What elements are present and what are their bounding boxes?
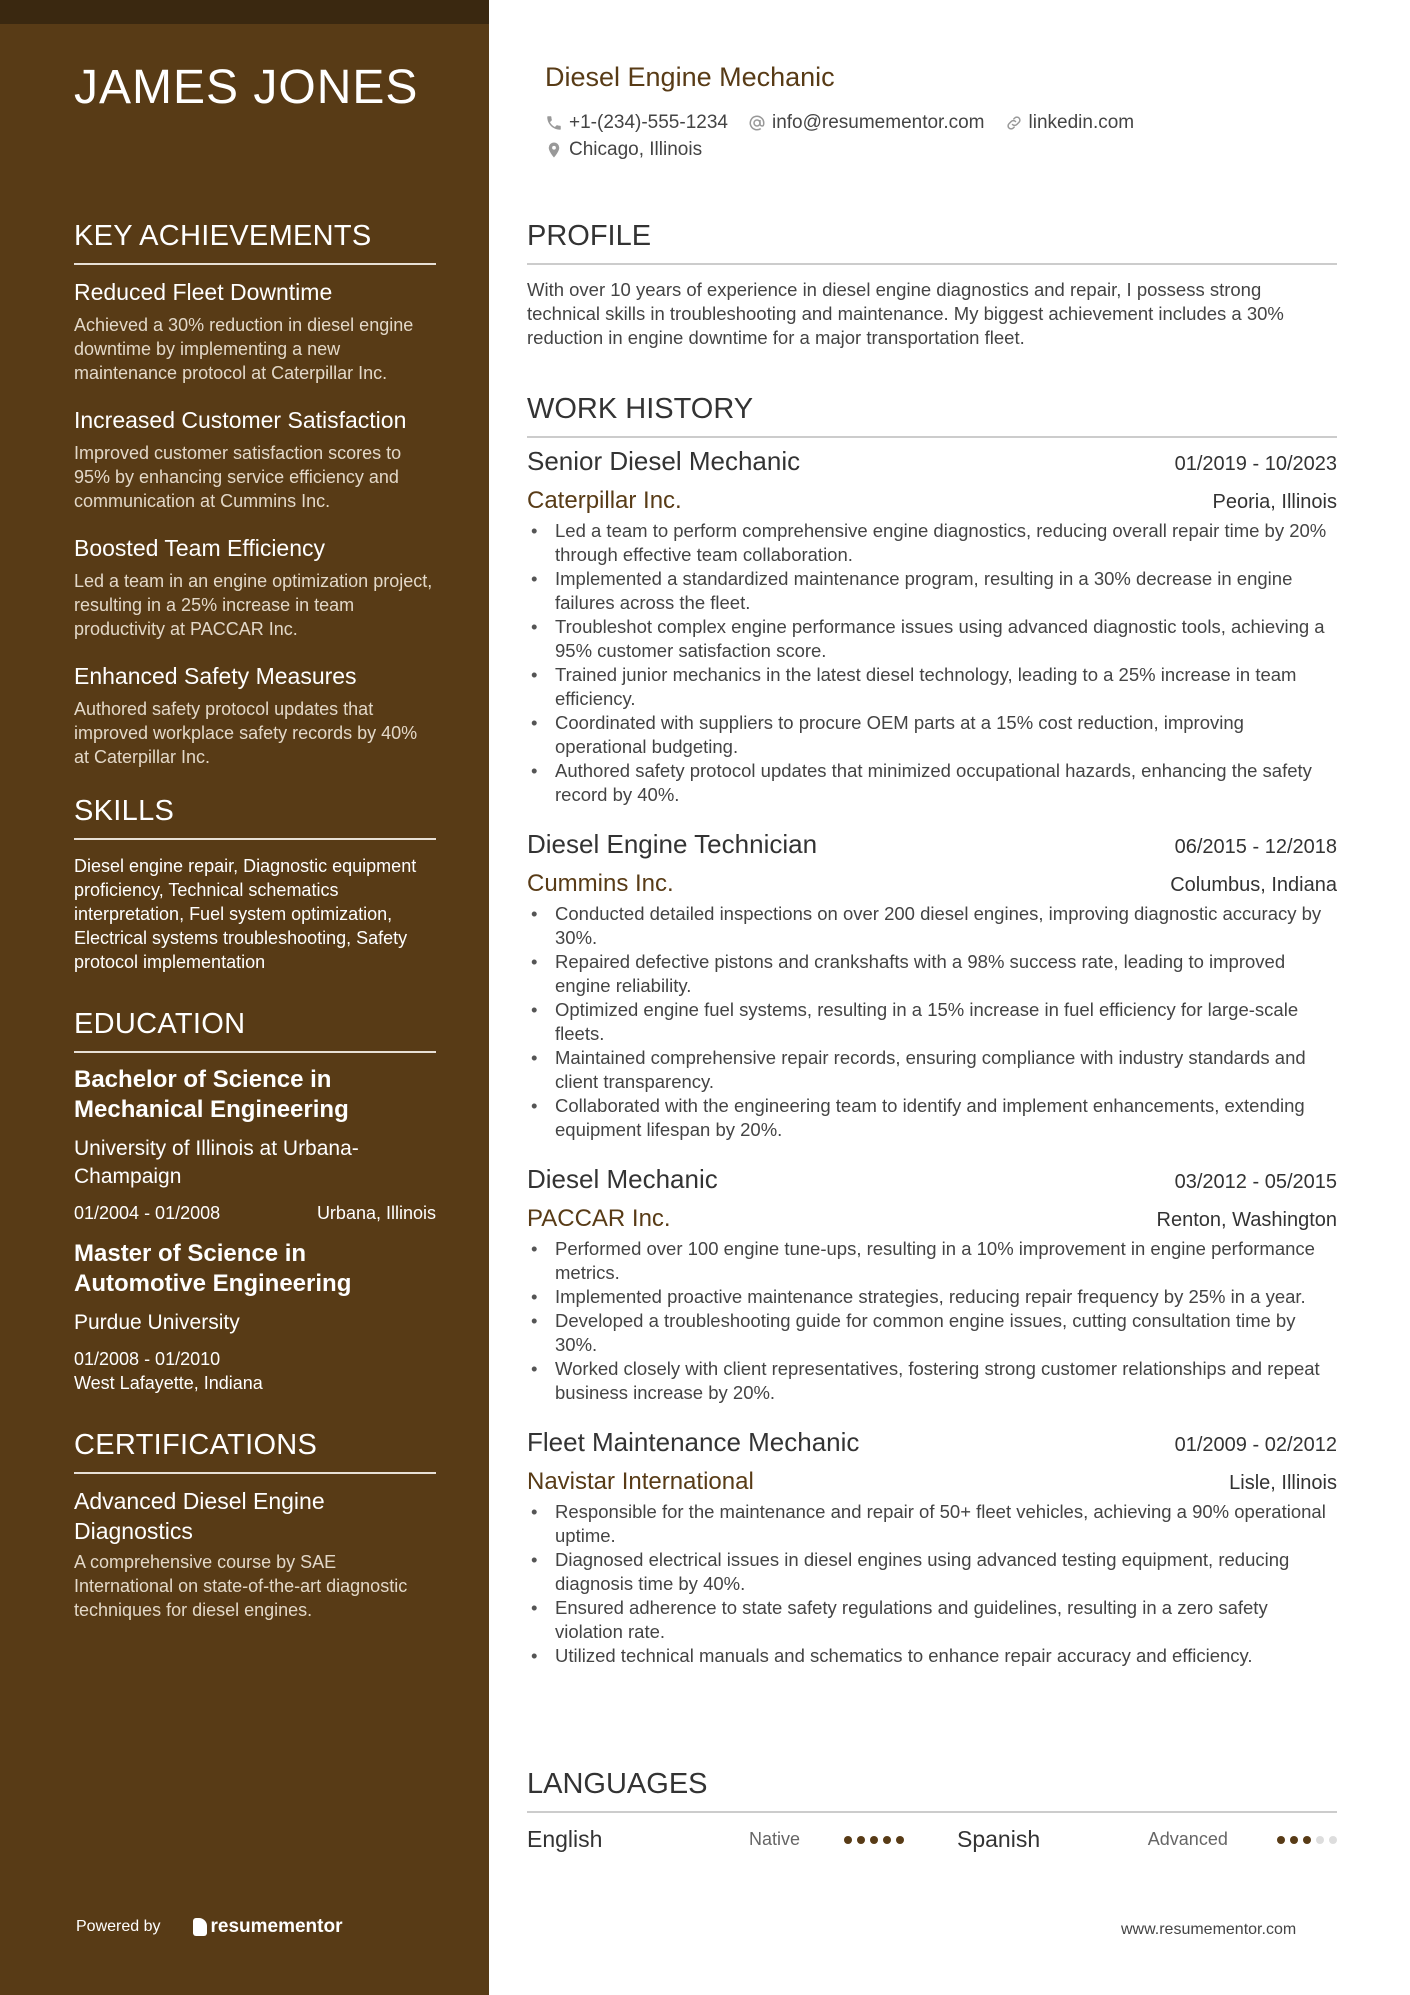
- job-bullet: • Repaired defective pistons and crankshafts with a 98% success rate, leading to improved engine reliability.: [527, 950, 1337, 998]
- email-text: info@resumementor.com: [771, 112, 985, 133]
- sidebar-content: [74, 220, 436, 1656]
- certifications-heading: CERTIFICATIONS: [74, 1429, 436, 1474]
- job-location: Columbus, Indiana: [1170, 874, 1337, 896]
- job-bullet: • Collaborated with the engineering team to identify and implement enhancements, extending equipment lifespan by 20%.: [527, 1094, 1337, 1142]
- achievement-item: [74, 405, 436, 513]
- job-role: Fleet Maintenance Mechanic: [527, 1427, 860, 1457]
- achievement-item: [74, 277, 436, 385]
- job-bullet: • Ensured adherence to state safety regulations and guidelines, resulting in a zero safety violation rate.: [527, 1596, 1337, 1644]
- language-item: [527, 1826, 957, 1853]
- job-entry: [527, 829, 1337, 1142]
- education-meta: [74, 1201, 436, 1225]
- achievement-item: [74, 661, 436, 769]
- rating-dot: [1329, 1836, 1337, 1844]
- brand-logo: [193, 1916, 343, 1938]
- rating-dot: [1303, 1836, 1311, 1844]
- job-role: Diesel Engine Technician: [527, 829, 818, 859]
- link-icon: [1005, 114, 1023, 132]
- job-location: Peoria, Illinois: [1212, 491, 1337, 513]
- job-entry: [527, 1164, 1337, 1405]
- job-entry: [527, 1427, 1337, 1668]
- rating-dot: [883, 1836, 891, 1844]
- rating-dot: [1277, 1836, 1285, 1844]
- candidate-name: JAMES JONES: [74, 61, 419, 114]
- website-link[interactable]: www.resumementor.com: [1121, 1921, 1297, 1938]
- job-bullet: • Coordinated with suppliers to procure OEM parts at a 15% cost reduction, improving operational budgeting.: [527, 711, 1337, 759]
- job-company: PACCAR Inc.: [527, 1205, 671, 1232]
- education-degree: Bachelor of Science in Mechanical Engineering: [74, 1066, 349, 1123]
- language-level: Advanced: [1147, 1829, 1228, 1849]
- language-rating: [839, 1836, 904, 1844]
- job-bullet: • Implemented a standardized maintenance program, resulting in a 30% decrease in engine failures across the fleet.: [527, 567, 1337, 615]
- job-dates: 03/2012 - 05/2015: [1174, 1171, 1337, 1193]
- achievement-title: Reduced Fleet Downtime: [74, 279, 333, 305]
- contact-row: [545, 112, 1154, 134]
- job-bullets: [527, 519, 1337, 807]
- job-subheader: [527, 870, 1337, 898]
- sidebar-top-bar: [0, 0, 489, 24]
- rating-dot: [870, 1836, 878, 1844]
- language-rating: [1272, 1836, 1337, 1844]
- education-location: West Lafayette, Indiana: [74, 1373, 263, 1393]
- job-header: [527, 446, 1337, 477]
- language-level: Native: [749, 1829, 801, 1849]
- rating-dot: [844, 1836, 852, 1844]
- job-header: [527, 1164, 1337, 1195]
- work-history-list: [527, 446, 1337, 1690]
- education-school: University of Illinois at Urbana-Champaign: [74, 1137, 359, 1188]
- location-text: Chicago, Illinois: [569, 139, 703, 160]
- at-icon: [748, 114, 766, 132]
- powered-by: [76, 1916, 343, 1938]
- job-bullets: [527, 1237, 1337, 1405]
- achievement-desc: Authored safety protocol updates that improved workplace safety records by 40% at Caterpillar Inc.: [74, 699, 418, 767]
- achievement-title: Increased Customer Satisfaction: [74, 407, 407, 433]
- job-bullet: • Responsible for the maintenance and repair of 50+ fleet vehicles, achieving a 90% operational uptime.: [527, 1500, 1337, 1548]
- education-heading: EDUCATION: [74, 1008, 436, 1053]
- achievements-list: [74, 277, 436, 769]
- job-company: Caterpillar Inc.: [527, 487, 682, 514]
- job-bullet: • Developed a troubleshooting guide for common engine issues, cutting consultation time by 30%.: [527, 1309, 1337, 1357]
- powered-by-label: Powered by: [76, 1918, 161, 1935]
- job-bullet: • Performed over 100 engine tune-ups, resulting in a 10% improvement in engine performance metrics.: [527, 1237, 1337, 1285]
- contact-email[interactable]: [748, 112, 985, 134]
- skills-heading: SKILLS: [74, 795, 436, 840]
- education-section: [74, 1008, 436, 1395]
- achievement-desc: Led a team in an engine optimization project, resulting in a 25% increase in team productivity at PACCAR Inc.: [74, 571, 433, 639]
- achievements-section: [74, 220, 436, 769]
- education-school: Purdue University: [74, 1311, 240, 1334]
- contact-location-row: [545, 139, 722, 161]
- phone-icon: [545, 114, 563, 132]
- education-item: [74, 1065, 436, 1225]
- job-location: Renton, Washington: [1156, 1209, 1337, 1231]
- job-bullet: • Troubleshot complex engine performance issues using advanced diagnostic tools, achieving a 95% customer satisfaction score.: [527, 615, 1337, 663]
- job-role: Diesel Mechanic: [527, 1164, 718, 1194]
- job-bullet: • Optimized engine fuel systems, resulting in a 15% increase in fuel efficiency for large-scale fleets.: [527, 998, 1337, 1046]
- headline: Diesel Engine Mechanic: [545, 62, 835, 92]
- job-location: Lisle, Illinois: [1229, 1472, 1337, 1494]
- contact-phone: [545, 112, 728, 134]
- language-name: English: [527, 1826, 603, 1852]
- job-bullet: • Maintained comprehensive repair records, ensuring compliance with industry standards and client transparency.: [527, 1046, 1337, 1094]
- brand-name: resumementor: [210, 1916, 343, 1937]
- job-bullet: • Implemented proactive maintenance strategies, reducing repair frequency by 25% in a year.: [527, 1285, 1337, 1309]
- job-role: Senior Diesel Mechanic: [527, 446, 801, 476]
- education-item: [74, 1239, 436, 1395]
- profile-text: With over 10 years of experience in diesel engine diagnostics and repair, I possess strong technical skills in troubleshooting and maintenance. My biggest achievement includes a 30% reduction in engine downtime for a major transportation fleet.: [527, 279, 1284, 348]
- job-dates: 01/2019 - 10/2023: [1174, 453, 1337, 475]
- achievement-title: Enhanced Safety Measures: [74, 663, 357, 689]
- language-item: [957, 1826, 1337, 1853]
- rating-dot: [896, 1836, 904, 1844]
- work-history-heading: WORK HISTORY: [527, 393, 1337, 438]
- rating-dot: [857, 1836, 865, 1844]
- job-subheader: [527, 487, 1337, 515]
- brand-logo-icon: [193, 1918, 207, 1936]
- certification-title: Advanced Diesel Engine Diagnostics: [74, 1488, 325, 1544]
- education-location: Urbana, Illinois: [316, 1203, 436, 1223]
- achievement-item: [74, 533, 436, 641]
- sidebar: [0, 0, 489, 1995]
- certifications-section: [74, 1429, 436, 1622]
- achievement-desc: Achieved a 30% reduction in diesel engine downtime by implementing a new maintenance protocol at Caterpillar Inc.: [74, 315, 414, 383]
- job-subheader: [527, 1468, 1337, 1496]
- job-bullet: • Worked closely with client representatives, fostering strong customer relationships and repeat business increase by 20%.: [527, 1357, 1337, 1405]
- achievements-heading: KEY ACHIEVEMENTS: [74, 220, 436, 265]
- certification-desc: A comprehensive course by SAE International on state-of-the-art diagnostic techniques for diesel engines.: [74, 1552, 408, 1620]
- job-header: [527, 1427, 1337, 1458]
- achievement-title: Boosted Team Efficiency: [74, 535, 326, 561]
- job-bullets: [527, 902, 1337, 1142]
- job-bullets: [527, 1500, 1337, 1668]
- linkedin-text: linkedin.com: [1028, 112, 1135, 133]
- education-dates: 01/2008 - 01/2010: [74, 1349, 221, 1369]
- job-company: Cummins Inc.: [527, 870, 674, 897]
- job-company: Navistar International: [527, 1468, 754, 1495]
- job-bullet: • Conducted detailed inspections on over 200 diesel engines, improving diagnostic accuracy by 30%.: [527, 902, 1337, 950]
- skills-text: Diesel engine repair, Diagnostic equipment proficiency, Technical schematics interpretation, Fuel system optimization, Electrical systems troubleshooting, Safety protocol implementation: [74, 856, 417, 972]
- languages-heading: LANGUAGES: [527, 1768, 1337, 1813]
- language-name: Spanish: [957, 1826, 1041, 1852]
- job-bullet: • Trained junior mechanics in the latest diesel technology, leading to a 25% increase in team efficiency.: [527, 663, 1337, 711]
- languages-row: [527, 1826, 1337, 1853]
- contact-linkedin[interactable]: [1005, 112, 1135, 134]
- profile-heading: PROFILE: [527, 220, 1337, 265]
- job-dates: 01/2009 - 02/2012: [1174, 1434, 1337, 1456]
- phone-text: +1-(234)-555-1234: [569, 112, 728, 133]
- rating-dot: [1290, 1836, 1298, 1844]
- education-degree: Master of Science in Automotive Engineering: [74, 1240, 352, 1297]
- rating-dot: [1316, 1836, 1324, 1844]
- job-bullet: • Diagnosed electrical issues in diesel engines using advanced testing equipment, reducing diagnosis time by 40%.: [527, 1548, 1337, 1596]
- job-entry: [527, 446, 1337, 807]
- job-bullet: • Authored safety protocol updates that minimized occupational hazards, enhancing the safety record by 40%.: [527, 759, 1337, 807]
- job-header: [527, 829, 1337, 860]
- job-bullet: • Utilized technical manuals and schematics to enhance repair accuracy and efficiency.: [527, 1644, 1337, 1668]
- job-bullet: • Led a team to perform comprehensive engine diagnostics, reducing overall repair time by 20% through effective team collaboration.: [527, 519, 1337, 567]
- job-subheader: [527, 1205, 1337, 1233]
- location-pin-icon: [545, 141, 563, 159]
- contact-location: [545, 139, 702, 161]
- skills-section: [74, 795, 436, 974]
- education-dates: 01/2004 - 01/2008: [74, 1203, 221, 1223]
- achievement-desc: Improved customer satisfaction scores to 95% by enhancing service efficiency and communication at Cummins Inc.: [74, 443, 402, 511]
- job-dates: 06/2015 - 12/2018: [1174, 836, 1337, 858]
